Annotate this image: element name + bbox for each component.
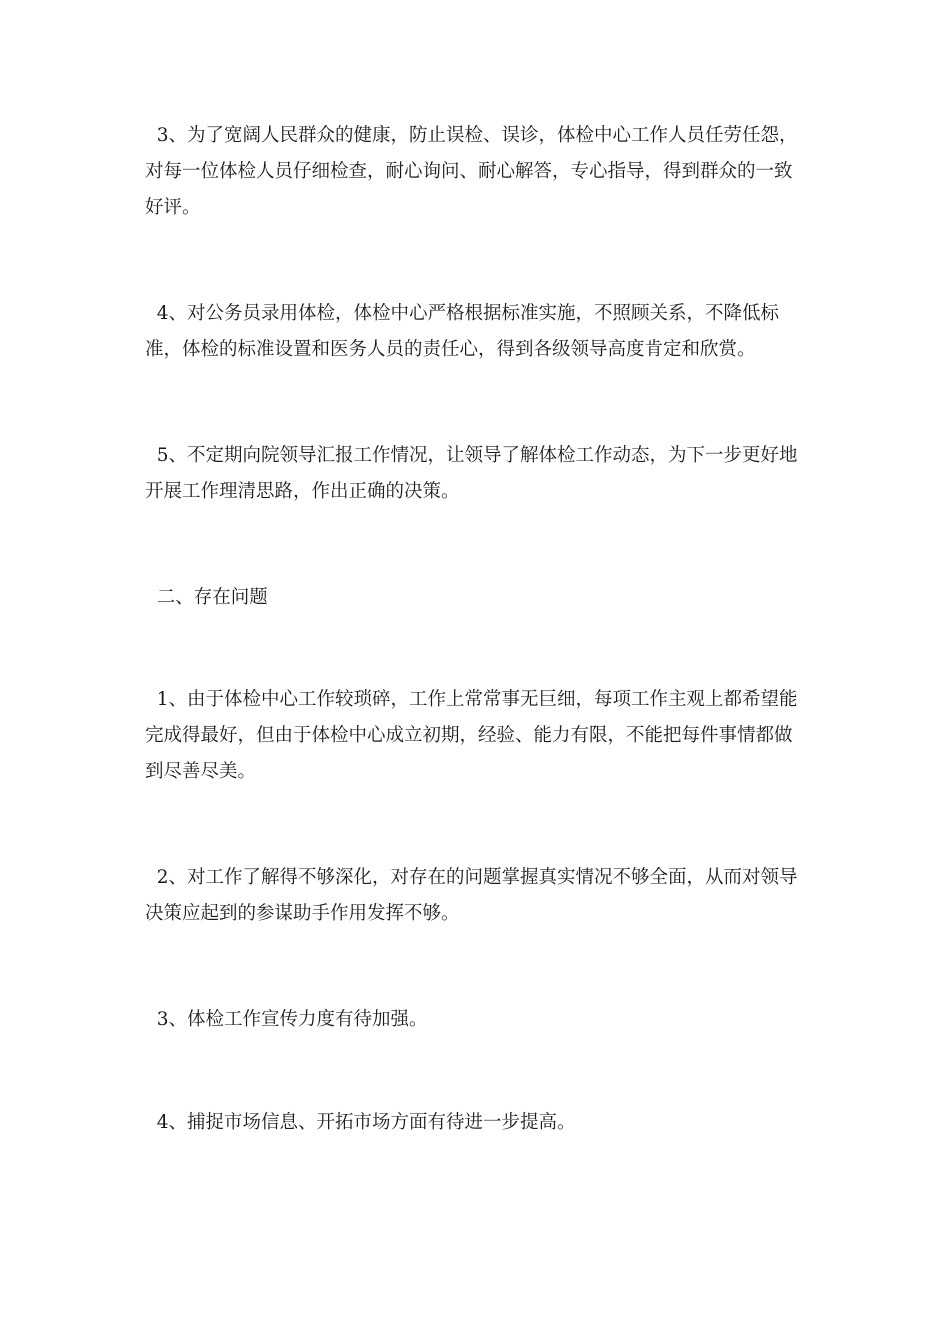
problem-item-4: 4、捕捉市场信息、开拓市场方面有待进一步提高。 [145,1112,576,1133]
problem-item-3: 3、体检工作宣传力度有待加强。 [145,1009,428,1030]
paragraph-item-3: 3、为了宽阔人民群众的健康，防止误检、误诊，体检中心工作人员任劳任怨，对每一位体检人员仔细检查，耐心询问、耐心解答，专心指导，得到群众的一致好评。 [145,125,798,218]
section-heading-problems: 二、存在问题 [145,587,268,608]
paragraph-item-5: 5、不定期向院领导汇报工作情况，让领导了解体检工作动态，为下一步更好地开展工作理清思路，作出正确的决策。 [145,445,798,502]
problem-item-2: 2、对工作了解得不够深化，对存在的问题掌握真实情况不够全面，从而对领导决策应起到的参谋助手作用发挥不够。 [145,867,798,924]
problem-item-1: 1、由于体检中心工作较琐碎，工作上常常事无巨细，每项工作主观上都希望能完成得最好，但由于体检中心成立初期，经验、能力有限，不能把每件事情都做到尽善尽美。 [145,689,798,782]
paragraph-item-4: 4、对公务员录用体检，体检中心严格根据标准实施，不照顾关系，不降低标准，体检的标准设置和医务人员的责任心，得到各级领导高度肯定和欣赏。 [145,303,780,360]
